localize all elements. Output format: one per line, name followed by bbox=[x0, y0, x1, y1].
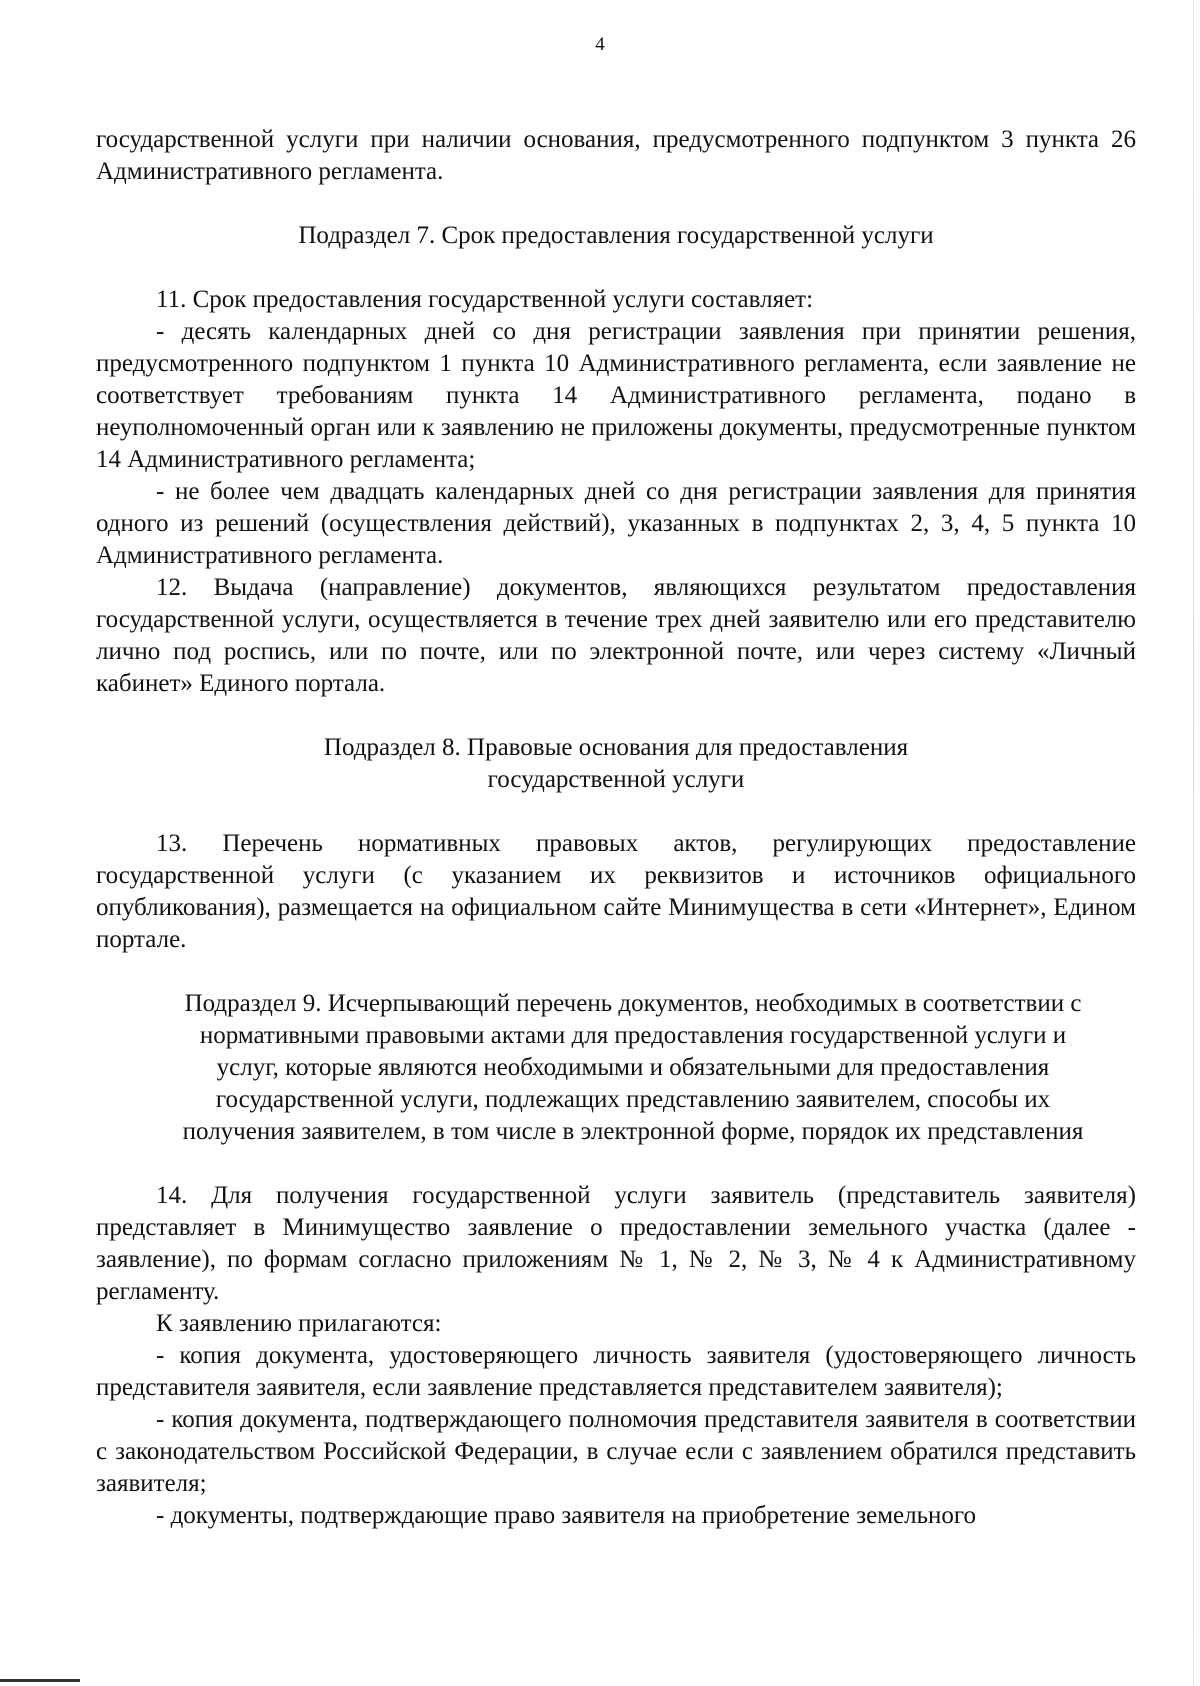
subsection-9-heading-line-2: нормативными правовыми актами для предоставления государственной услуги и bbox=[199, 1022, 1067, 1049]
subsection-9-heading-line-1: Подраздел 9. Исчерпывающий перечень документов, необходимых в соответствии с bbox=[184, 990, 1082, 1017]
paragraph-11: 11. Срок предоставления государственной услуги составляет: bbox=[156, 286, 814, 313]
paragraph-14-item-3: - документы, подтверждающие право заявителя на приобретение земельного bbox=[156, 1502, 977, 1529]
document-body bbox=[96, 124, 1136, 1532]
scan-mark bbox=[0, 1679, 80, 1682]
paragraph-13: 13. Перечень нормативных правовых актов, регулирующих предоставление государственной услуги (с указанием их реквизитов и источников официального опубликования), размещается на официальном сайте Минимущества в сети «Интернет», Едином портале. bbox=[96, 830, 1136, 953]
paragraph-12: 12. Выдача (направление) документов, являющихся результатом предоставления государственной услуги, осуществляется в течение трех дней заявителю или его представителю лично под роспись, или по почте, или по электронной почте, или через систему «Личный кабинет» Единого портала. bbox=[96, 574, 1136, 697]
subsection-9-heading-line-3: услуг, которые являются необходимыми и обязательными для предоставления bbox=[216, 1054, 1050, 1081]
subsection-8-heading-line-2: государственной услуги bbox=[487, 766, 745, 793]
subsection-8-heading-line-1: Подраздел 8. Правовые основания для предоставления bbox=[323, 734, 909, 761]
paragraph-11-item-2: - не более чем двадцать календарных дней со дня регистрации заявления для принятия одного из решений (осуществления действий), указанных в подпунктах 2, 3, 4, 5 пункта 10 Административного регламента. bbox=[96, 478, 1136, 569]
paragraph-14-attachments-intro: К заявлению прилагаются: bbox=[156, 1310, 442, 1337]
paragraph-continuation: государственной услуги при наличии основания, предусмотренного подпунктом 3 пункта 26 Административного регламента. bbox=[96, 126, 1136, 185]
paragraph-14: 14. Для получения государственной услуги заявитель (представитель заявителя) представляет в Минимущество заявление о предоставлении земельного участка (далее - заявление), по формам согласно приложениям № 1, № 2, № 3, № 4 к Административному регламенту. bbox=[96, 1182, 1136, 1305]
subsection-9-heading-line-4: государственной услуги, подлежащих представлению заявителем, способы их bbox=[215, 1086, 1051, 1113]
paragraph-14-item-1: - копия документа, удостоверяющего личность заявителя (удостоверяющего личность представителя заявителя, если заявление представляется представителем заявителя); bbox=[96, 1342, 1136, 1401]
paragraph-11-item-1: - десять календарных дней со дня регистрации заявления при принятии решения, предусмотренного подпунктом 1 пункта 10 Административного регламента, если заявление не соответствует требованиям пункта 14 Административного регламента, подано в неуполномоченный орган или к заявлению не приложены документы, предусмотренные пунктом 14 Административного регламента; bbox=[96, 318, 1136, 473]
subsection-9-heading bbox=[90, 988, 1176, 1148]
subsection-9-heading-line-5: получения заявителем, в том числе в электронной форме, порядок их представления bbox=[182, 1118, 1084, 1145]
paragraph-14-item-2: - копия документа, подтверждающего полномочия представителя заявителя в соответствии с законодательством Российской Федерации, в случае если с заявлением обратился представить заявителя; bbox=[96, 1406, 1136, 1497]
scan-edge bbox=[1193, 0, 1194, 1686]
subsection-7-heading: Подраздел 7. Срок предоставления государственной услуги bbox=[298, 222, 934, 249]
page-number: 4 bbox=[595, 34, 605, 55]
